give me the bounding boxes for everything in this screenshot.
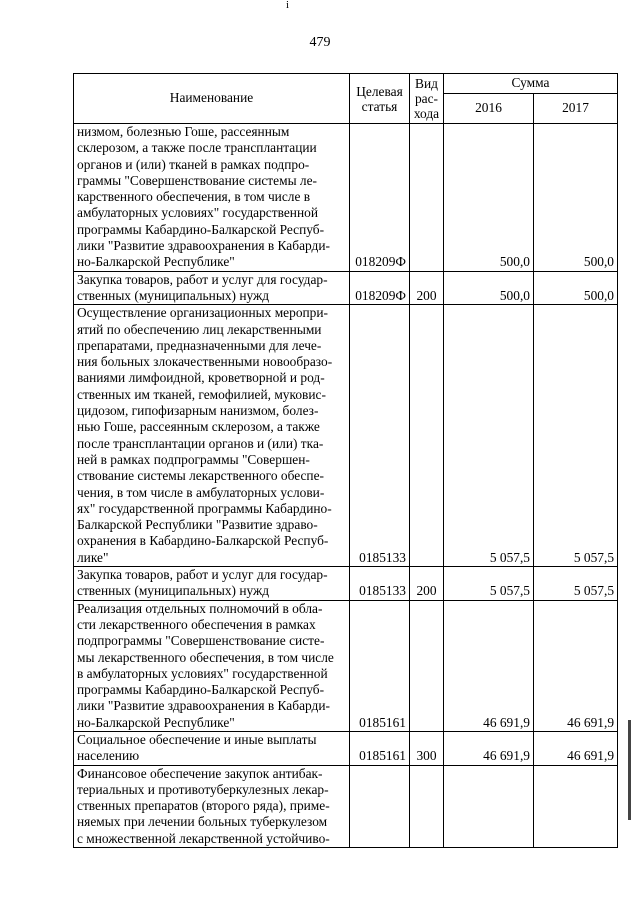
row-name-line: охранения в Кабардино-Балкарской Респуб- bbox=[77, 533, 329, 549]
row-name-line: ятий по обеспечению лиц лекарственными bbox=[77, 321, 322, 337]
row-target-code: 0185133 bbox=[350, 305, 410, 567]
row-target-code: 0185161 bbox=[350, 731, 410, 765]
row-name-line: населению bbox=[77, 748, 140, 764]
row-sum-2016: 500,0 bbox=[444, 124, 534, 272]
row-name-line: карственного обеспечения, в том числе в bbox=[77, 189, 311, 205]
row-name-line: ней в рамках подпрограммы "Совершен- bbox=[77, 451, 310, 467]
row-name-line: Реализация отдельных полномочий в обла- bbox=[77, 600, 323, 616]
row-name-line: программы Кабардино-Балкарской Респуб- bbox=[77, 682, 325, 698]
row-sum-2016: 5 057,5 bbox=[444, 305, 534, 567]
row-name-line: Социальное обеспечение и иные выплаты bbox=[77, 731, 317, 747]
row-name bbox=[74, 271, 350, 305]
row-expense-kind bbox=[410, 600, 444, 731]
row-name-line: цидозом, гипофизарным нанизмом, болез- bbox=[77, 403, 319, 419]
row-name-line: в амбулаторных условиях" государственной bbox=[77, 665, 328, 681]
table-row bbox=[74, 765, 618, 847]
row-target-code: 0185161 bbox=[350, 600, 410, 731]
row-name-line: склерозом, а также после трансплантации bbox=[77, 140, 317, 156]
row-sum-2017: 5 057,5 bbox=[534, 305, 618, 567]
row-name-line: Балкарской Республики "Развитие здраво- bbox=[77, 517, 318, 533]
row-sum-2016: 500,0 bbox=[444, 271, 534, 305]
row-expense-kind bbox=[410, 124, 444, 272]
header-year-2017: 2017 bbox=[534, 94, 618, 124]
row-name-line: программы Кабардино-Балкарской Респуб- bbox=[77, 221, 325, 237]
row-sum-2016: 46 691,9 bbox=[444, 731, 534, 765]
row-name-line: ственных (муниципальных) нужд bbox=[77, 287, 270, 303]
row-name-line: Финансовое обеспечение закупок антибак- bbox=[77, 765, 323, 781]
row-name bbox=[74, 765, 350, 847]
row-name-line: Закупка товаров, работ и услуг для государ- bbox=[77, 271, 328, 287]
row-name-line: Осуществление организационных меропри- bbox=[77, 305, 328, 321]
row-name-line: с множественной лекарственной устойчиво- bbox=[77, 830, 330, 846]
row-name-line: но-Балкарской Республике" bbox=[77, 714, 235, 730]
page-top-mark: i bbox=[286, 0, 290, 11]
row-sum-2017: 500,0 bbox=[534, 271, 618, 305]
row-name-line: препаратами, предназначенными для лече- bbox=[77, 337, 322, 353]
row-expense-kind bbox=[410, 765, 444, 847]
table-row bbox=[74, 271, 618, 305]
row-name-line: ствование системы лекарственного обеспе- bbox=[77, 468, 325, 484]
row-name-line: няемых при лечении больных туберкулезом bbox=[77, 814, 328, 830]
row-sum-2017: 46 691,9 bbox=[534, 731, 618, 765]
row-name-line: амбулаторных условиях" государственной bbox=[77, 205, 318, 221]
row-name-line: ственных (муниципальных) нужд bbox=[77, 583, 270, 599]
row-target-code: 018209Ф bbox=[350, 271, 410, 305]
row-expense-kind bbox=[410, 305, 444, 567]
budget-table bbox=[73, 73, 618, 848]
row-sum-2016: 46 691,9 bbox=[444, 600, 534, 731]
row-expense-kind: 200 bbox=[410, 567, 444, 601]
row-sum-2017: 500,0 bbox=[534, 124, 618, 272]
row-sum-2017: 46 691,9 bbox=[534, 600, 618, 731]
row-expense-kind: 300 bbox=[410, 731, 444, 765]
header-year-2016: 2016 bbox=[444, 94, 534, 124]
row-name-line: после трансплантации органов и (или) тка- bbox=[77, 435, 324, 451]
table-row bbox=[74, 305, 618, 567]
row-name-line: органов и (или) тканей в рамках подпро- bbox=[77, 156, 310, 172]
row-name-line: териальных и противотуберкулезных лекар- bbox=[77, 781, 329, 797]
row-name-line: Закупка товаров, работ и услуг для государ- bbox=[77, 567, 328, 583]
row-name-line: подпрограммы "Совершенствование систе- bbox=[77, 633, 325, 649]
row-name-line: ственных им тканей, гемофилией, муковис- bbox=[77, 386, 326, 402]
row-name-line: ваниями лимфоидной, кроветворной и род- bbox=[77, 370, 325, 386]
row-name bbox=[74, 731, 350, 765]
header-name: Наименование bbox=[74, 74, 350, 124]
header-target: Целевая статья bbox=[350, 74, 410, 124]
row-name bbox=[74, 305, 350, 567]
header-sum: Сумма bbox=[444, 74, 618, 94]
row-name bbox=[74, 567, 350, 601]
row-name-line: низмом, болезнью Гоше, рассеянным bbox=[77, 124, 290, 139]
table-row bbox=[74, 600, 618, 731]
row-name-line: ния больных злокачественными новообразо- bbox=[77, 354, 333, 370]
row-name-line: лики "Развитие здравоохранения в Кабарди- bbox=[77, 238, 330, 254]
row-sum-2017 bbox=[534, 765, 618, 847]
row-name-line: ях" государственной программы Кабардино- bbox=[77, 500, 332, 516]
row-name-line: сти лекарственного обеспечения в рамках bbox=[77, 616, 316, 632]
row-name-line: мы лекарственного обеспечения, в том числе bbox=[77, 649, 334, 665]
row-target-code bbox=[350, 765, 410, 847]
row-target-code: 018209Ф bbox=[350, 124, 410, 272]
row-name-line: нью Гоше, рассеянным склерозом, а также bbox=[77, 419, 320, 435]
row-name-line: лике" bbox=[77, 549, 109, 565]
row-sum-2017: 5 057,5 bbox=[534, 567, 618, 601]
row-sum-2016: 5 057,5 bbox=[444, 567, 534, 601]
table-row bbox=[74, 124, 618, 272]
row-expense-kind: 200 bbox=[410, 271, 444, 305]
table-row bbox=[74, 567, 618, 601]
row-sum-2016 bbox=[444, 765, 534, 847]
row-name-line: чения, в том числе в амбулаторных услови- bbox=[77, 484, 325, 500]
row-name-line: лики "Развитие здравоохранения в Кабарди- bbox=[77, 698, 330, 714]
scan-edge-mark bbox=[628, 720, 631, 820]
row-target-code: 0185133 bbox=[350, 567, 410, 601]
row-name-line: граммы "Совершенствование системы ле- bbox=[77, 172, 318, 188]
row-name-line: ственных препаратов (второго ряда), приме- bbox=[77, 798, 330, 814]
page-number: 479 bbox=[309, 35, 331, 50]
table-row bbox=[74, 731, 618, 765]
header-kind: Вид рас-хода bbox=[410, 74, 444, 124]
row-name-line: но-Балкарской Республике" bbox=[77, 254, 235, 270]
row-name bbox=[74, 600, 350, 731]
row-name bbox=[74, 124, 350, 272]
